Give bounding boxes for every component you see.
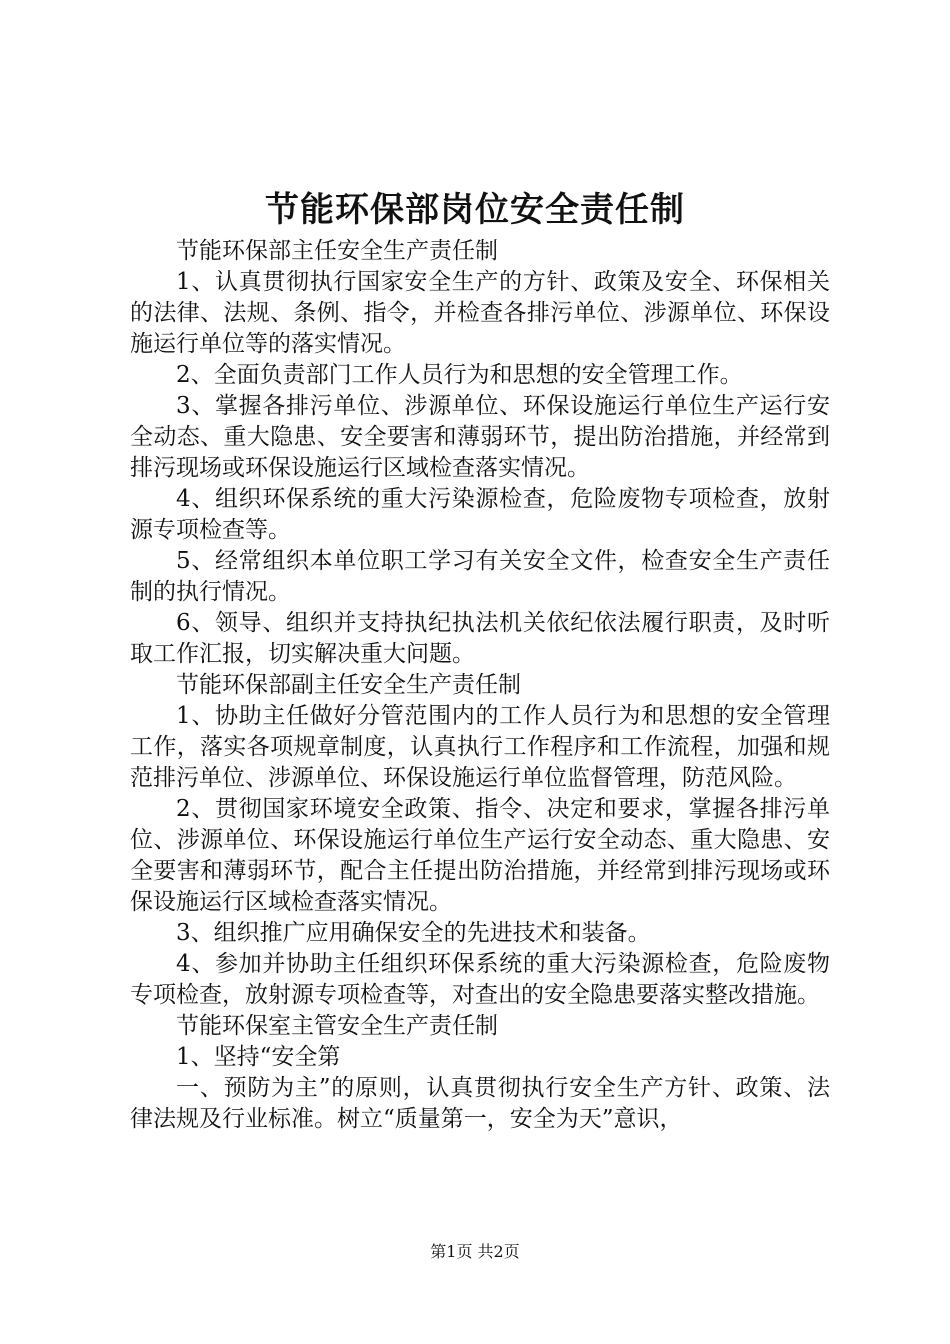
paragraph: 5、经常组织本单位职工学习有关安全文件，检查安全生产责任制的执行情况。 <box>130 548 830 605</box>
paragraph: 1、认真贯彻执行国家安全生产的方针、政策及安全、环保相关的法律、法规、条例、指令，并检查各排污单位、涉源单位、环保设施运行单位等的落实情况。 <box>130 269 830 357</box>
document-body <box>130 236 830 1135</box>
paragraph: 3、组织推广应用确保安全的先进技术和装备。 <box>176 920 651 946</box>
paragraph: 1、坚持“安全第 <box>176 1044 341 1070</box>
paragraph: 6、领导、组织并支持执纪执法机关依纪依法履行职责，及时听取工作汇报，切实解决重大问题。 <box>130 610 830 667</box>
section-heading: 节能环保室主管安全生产责任制 <box>176 1013 498 1039</box>
section-heading: 节能环保部主任安全生产责任制 <box>176 238 498 264</box>
paragraph: 1、协助主任做好分管范围内的工作人员行为和思想的安全管理工作，落实各项规章制度，认真执行工作程序和工作流程，加强和规范排污单位、涉源单位、环保设施运行单位监督管理，防范风险。 <box>130 703 830 791</box>
page-number: 第1页 共2页 <box>430 1242 520 1261</box>
paragraph: 2、全面负责部门工作人员行为和思想的安全管理工作。 <box>176 362 743 388</box>
paragraph: 2、贯彻国家环境安全政策、指令、决定和要求，掌握各排污单位、涉源单位、环保设施运行单位生产运行安全动态、重大隐患、安全要害和薄弱环节，配合主任提出防治措施，并经常到排污现场或环保设施运行区域检查落实情况。 <box>130 796 830 915</box>
paragraph: 3、掌握各排污单位、涉源单位、环保设施运行单位生产运行安全动态、重大隐患、安全要害和薄弱环节，提出防治措施，并经常到排污现场或环保设施运行区域检查落实情况。 <box>130 393 830 481</box>
paragraph: 4、参加并协助主任组织环保系统的重大污染源检查，危险废物专项检查，放射源专项检查等，对查出的安全隐患要落实整改措施。 <box>130 951 830 1008</box>
paragraph: 4、组织环保系统的重大污染源检查，危险废物专项检查，放射源专项检查等。 <box>130 486 830 543</box>
section-heading: 节能环保部副主任安全生产责任制 <box>176 672 521 698</box>
paragraph: 一、预防为主”的原则，认真贯彻执行安全生产方针、政策、法律法规及行业标准。树立“质量第一，安全为天”意识， <box>130 1075 830 1132</box>
document-title: 节能环保部岗位安全责任制 <box>265 190 685 230</box>
